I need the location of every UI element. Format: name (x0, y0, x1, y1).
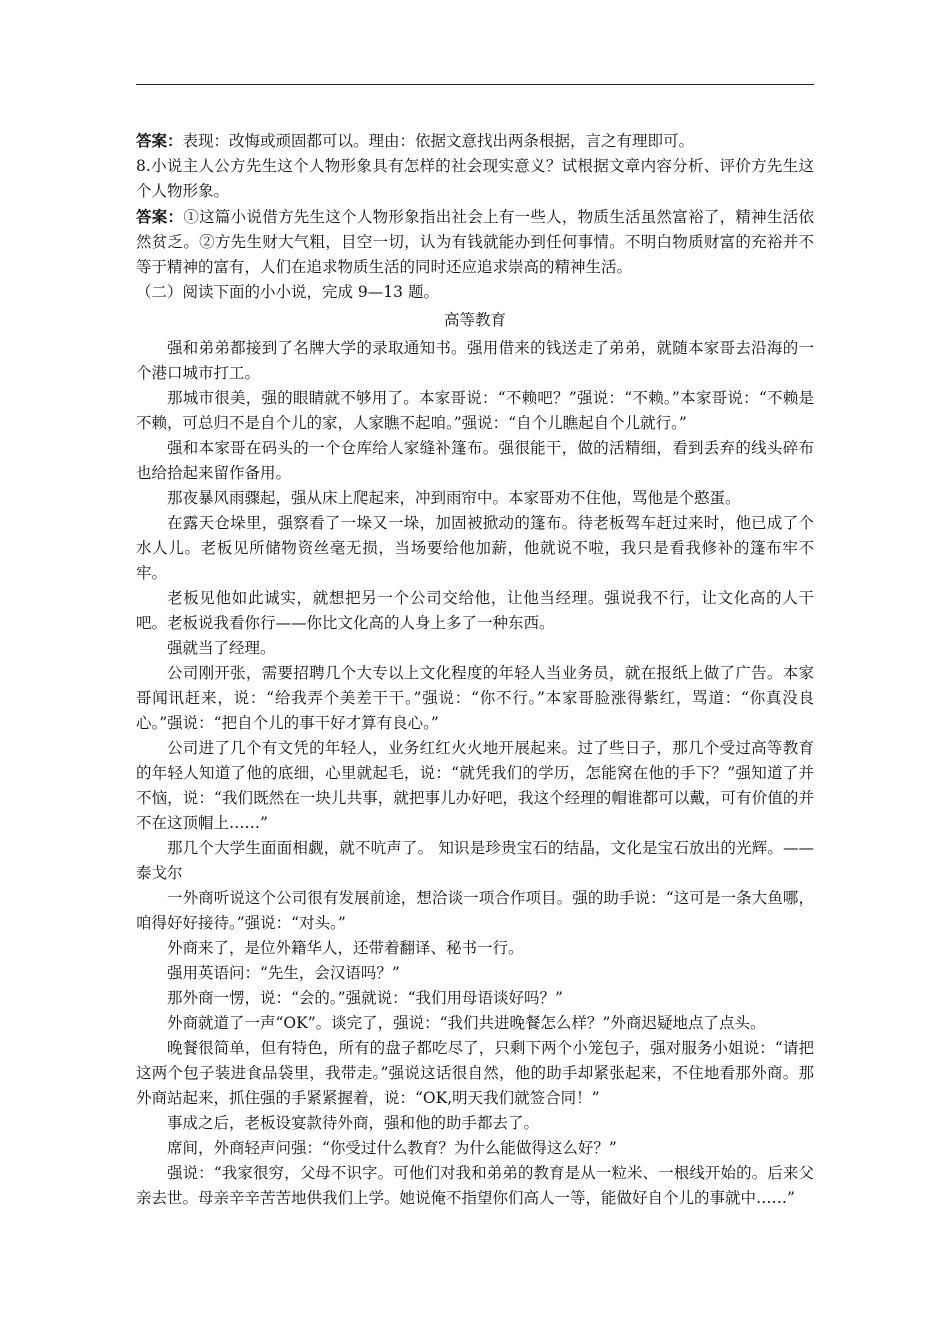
story-paragraph: 强用英语问：“先生，会汉语吗？” (167, 964, 400, 982)
question-8: 8.小说主人公方先生这个人物形象具有怎样的社会现实意义？试根据文章内容分析、评价方先生这个人物形象。 (136, 157, 814, 200)
story-paragraph: 那夜暴风雨骤起，强从床上爬起来，冲到雨帘中。本家哥劝不住他，骂他是个憨蛋。 (167, 489, 741, 507)
story-paragraph: 强就当了经理。 (167, 639, 276, 657)
answer-8: 答案：①这篇小说借方先生这个人物形象指出社会上有一些人，物质生活虽然富裕了，精神生活依然贫乏。②方先生财大气粗，目空一切，认为有钱就能办到任何事情。不明白物质财富的充裕并不等于精神的富有，人们在追求物质生活的同时还应追求崇高的精神生活。 (136, 207, 814, 276)
story-paragraph: 那外商一愣，说：“会的。”强就说：“我们用母语谈好吗？” (167, 989, 563, 1007)
story-paragraph: 在露天仓垛里，强察看了一垛又一垛，加固被掀动的篷布。待老板驾车赶过来时，他已成了个水人儿。老板见所储物资丝毫无损，当场要给他加薪，他就说不啦，我只是看我修补的篷布牢不牢。 (136, 514, 814, 582)
story-paragraph: 一外商听说这个公司很有发展前途，想洽谈一项合作项目。强的助手说：“这可是一条大鱼哪，咱得好好接待。”强说：“对头。” (136, 889, 814, 932)
story-paragraph: 老板见他如此诚实，就想把另一个公司交给他，让他当经理。强说我不行，让文化高的人干吧。老板说我看你行——你比文化高的人身上多了一种东西。 (136, 589, 814, 632)
story-paragraph: 那城市很美，强的眼睛就不够用了。本家哥说：“不赖吧？”强说：“不赖。”本家哥说：“不赖是不赖，可总归不是自个儿的家，人家瞧不起咱。”强说：“自个儿瞧起自个儿就行。” (136, 389, 814, 432)
story-paragraph: 席间，外商轻声问强：“你受过什么教育？为什么能做得这么好？” (167, 1139, 617, 1157)
story-paragraph: 公司进了几个有文凭的年轻人，业务红红火火地开展起来。过了些日子，那几个受过高等教育的年轻人知道了他的底细，心里就起毛，说：“就凭我们的学历，怎能窝在他的手下？”强知道了并不恼，说：“我们既然在一块儿共事，就把事儿办好吧，我这个经理的帽谁都可以戴，可有价值的并不在这顶帽上……” (136, 739, 814, 832)
section-heading: （二）阅读下面的小小说，完成 9—13 题。 (136, 283, 439, 301)
answer-label: 答案： (136, 207, 184, 226)
story-paragraph: 晚餐很简单，但有特色，所有的盘子都吃尽了，只剩下两个小笼包子，强对服务小姐说：“请把这两个包子装进食品袋里，我带走。”强说这话很自然，他的助手却紧张起来，不住地看那外商。那外商站起来，抓住强的手紧紧握着，说：“OK,明天我们就签合同！” (136, 1039, 814, 1107)
story-paragraph: 那几个大学生面面相觑，就不吭声了。 知识是珍贵宝石的结晶，文化是宝石放出的光辉。——泰戈尔 (136, 839, 814, 882)
story-paragraph: 强说：“我家很穷，父母不识字。可他们对我和弟弟的教育是从一粒米、一根线开始的。后来父亲去世。母亲辛辛苦苦地供我们上学。她说俺不指望你们高人一等，能做好自个儿的事就中……” (136, 1164, 814, 1207)
story-paragraph: 事成之后，老板设宴款待外商，强和他的助手都去了。 (167, 1114, 540, 1132)
document-body (136, 128, 814, 1211)
story-paragraph: 强和弟弟都接到了名牌大学的录取通知书。强用借来的钱送走了弟弟，就随本家哥去沿海的一个港口城市打工。 (136, 339, 814, 382)
story-paragraph: 公司刚开张，需要招聘几个大专以上文化程度的年轻人当业务员，就在报纸上做了广告。本家哥闻讯赶来，说：“给我弄个美差干干。”强说：“你不行。”本家哥脸涨得紫红，骂道：“你真没良心。”强说：“把自个儿的事干好才算有良心。” (136, 664, 814, 732)
story-text (136, 336, 814, 1211)
story-paragraph: 外商来了，是位外籍华人，还带着翻译、秘书一行。 (167, 939, 524, 957)
story-paragraph: 强和本家哥在码头的一个仓库给人家缝补篷布。强很能干，做的活精细，看到丢弃的线头碎布也给拾起来留作备用。 (136, 439, 814, 482)
header-rule (136, 84, 814, 85)
answer-label: 答案： (136, 131, 183, 150)
answer-7: 答案：表现：改悔或顽固都可以。理由：依据文意找出两条根据，言之有理即可。 (136, 131, 695, 150)
story-paragraph: 外商就道了一声“OK”。谈完了，强说：“我们共进晚餐怎么样？”外商迟疑地点了点头。 (167, 1014, 766, 1032)
story-title: 高等教育 (443, 311, 506, 329)
